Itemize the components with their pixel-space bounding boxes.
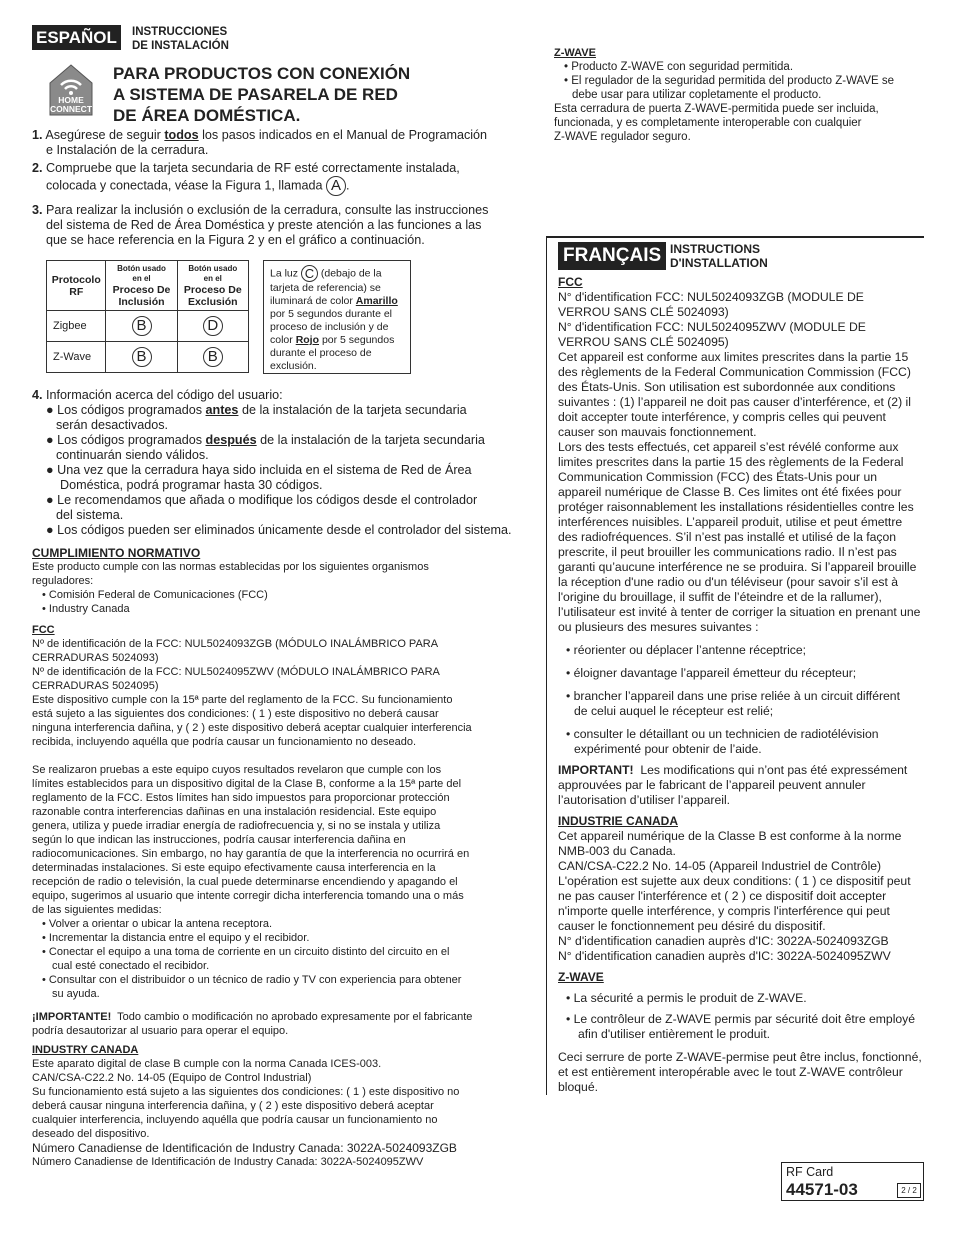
list-item: • Le contrôleur de Z-WAVE permis par sécurité doit être employé bbox=[566, 1012, 916, 1026]
section-heading: FCC bbox=[32, 624, 55, 636]
table-header-row bbox=[47, 261, 249, 311]
home-connect-logo bbox=[46, 61, 96, 117]
callout-a: A bbox=[326, 176, 346, 196]
list-item: • éloigner davantage l’appareil émetteur du récepteur; bbox=[566, 666, 857, 680]
list-item: • brancher l’appareil dans une prise reliée à un circuit différent bbox=[566, 689, 900, 703]
es-language-badge: ESPAÑOL bbox=[32, 25, 121, 50]
th-inclusion: Botón usado en el Proceso De Inclusión bbox=[106, 261, 177, 311]
callout-b: B bbox=[203, 347, 223, 367]
fr-install-label: INSTRUCTIONS D'INSTALLATION bbox=[670, 242, 768, 270]
list-item: ● Los códigos programados después de la instalación de la tarjeta secundaria bbox=[46, 433, 485, 447]
fr-header bbox=[558, 242, 666, 270]
led-note-box: La luz C (debajo de la tarjeta de referencia) se iluminará de color Amarillo por 5 segundos durante el proceso de inclusión y de color Rojo por 5 segundos durante el proceso de exclusión. bbox=[263, 260, 411, 374]
footer-part-box bbox=[781, 1162, 924, 1201]
callout-d: D bbox=[203, 316, 223, 336]
list-item: • consulter le détaillant ou un technicien de radiotélévision bbox=[566, 727, 879, 741]
callout-b: B bbox=[132, 316, 152, 336]
section-heading: Z-WAVE bbox=[554, 47, 596, 59]
es-header bbox=[32, 25, 121, 51]
es-compliance-section: CUMPLIMIENTO NORMATIVO Este producto cumple con las normas establecidas por los siguientes organismos reguladores: • Comisión Federal de Comunicaciones (FCC) • Industry Canada bbox=[32, 546, 512, 616]
fr-language-badge: FRANÇAIS bbox=[558, 242, 666, 270]
fr-left-rule bbox=[546, 237, 547, 1095]
page-number: 2 / 2 bbox=[897, 1183, 921, 1198]
table-row: Zigbee B D bbox=[47, 311, 249, 342]
section-heading: Z-WAVE bbox=[558, 970, 604, 984]
logo-text-home: HOME bbox=[58, 95, 84, 105]
list-item: ● Le recomendamos que añada o modifique los códigos desde el controlador bbox=[46, 493, 478, 507]
rf-card-label: RF Card bbox=[786, 1165, 834, 1179]
es-zwave-section: Z-WAVE • Producto Z-WAVE con seguridad permitida. • El regulador de la seguridad permitida del producto Z-WAVE se debe usar para utilizar copletamente el producto. Esta cerradura de puerta Z-WAVE-permitida puede ser incluida, funcionada, y es completamente interoperable con cualquier Z-WAVE regulador seguro. bbox=[554, 46, 934, 144]
es-step-2: 2. Compruebe que la tarjeta secundaria de RF esté correctamente instalada, colocada y conectada, véase la Figura 1, llamada A . bbox=[32, 161, 460, 194]
list-item: • réorienter ou déplacer l’antenne réceptrice; bbox=[566, 643, 807, 657]
es-step-3: 3. Para realizar la inclusión o exclusión de la cerradura, consulte las instrucciones del sistema de Red de Área Doméstica y preste atención a las funciones a las que se hace referencia en la Figura 2 y en el gráfico a continuación. bbox=[32, 203, 489, 247]
section-heading: INDUSTRIE CANADA bbox=[558, 814, 678, 828]
logo-text-connect: CONNECT bbox=[49, 104, 93, 114]
section-heading: CUMPLIMIENTO NORMATIVO bbox=[32, 546, 201, 560]
callout-b: B bbox=[132, 347, 152, 367]
list-item: ● Los códigos programados antes de la instalación de la tarjeta secundaria bbox=[46, 403, 467, 417]
section-heading: INDUSTRY CANADA bbox=[32, 1044, 139, 1056]
callout-c: C bbox=[301, 265, 318, 282]
es-fcc-section: FCC Nº de identificación de la FCC: NUL5024093ZGB (MÓDULO INALÁMBRICO PARA CERRADURAS 5024093) Nº de identificación de la FCC: NUL5024095ZWV (MÓDULO INALÁMBRICO PARA CERRADURAS 5024095) Este dispositivo cumple con la 15ª parte del reglamento de la FCC. Su funcionamiento está sujeto a las siguientes dos condiciones: ( 1 ) este dispositivo no deberá causar ninguna interferencia dañina, y ( 2 ) este dispositivo deberá aceptar cualquier interferencia recibida, incluyendo aquélla que podría causar un funcionamiento no deseado. Se realizaron pruebas a este equipo cuyos resultados revelaron que cumple con los límites establecidos para un dispositivo digital de la Clase B, conforme a la 15ª parte del reglamento de la FCC. Estos límites han sido impuestos para proporcionar protección razonable contra interferencias dañinas en una instalación residencial. Este equipo genera, utiliza y puede irradiar energía de radiofrecuencia y, si no se instala y utiliza según lo que indican las instrucciones, podría causar interferencia dañina en radiocomunicaciones. Sin embargo, no hay garantía de que la interferencia no ocurrirá en determinadas instalaciones. Si este equipo efectivamente causa interferencia en la recepción de radio o televisión, la cual puede determinarse encendiendo y apagando el equipo, sugerimos al usuario que intente corregir dicha interferencia tomando una o más de las siguientes medidas: • Volver a orientar o ubicar la antena receptora. • Incrementar la distancia entre el equipo y el recibidor. • Conectar el equipo a una toma de corriente en un circuito distinto del circuito en el cual esté conectado el recibidor. • Consultar con el distribuidor o un técnico de radio y TV con experiencia para obtener su ayuda. ¡IMPORTANTE! Todo cambio o modificación no aprobado expresamente por el fabricante podría desautorizar al usuario para operar el equipo. INDUSTRY CANADA Este aparato digital de clase B cumple con la norma Canada ICES-003. CAN/CSA-C22.2 No. 14-05 (Equipo de Control Industrial) Su funcionamiento está sujeto a las siguientes dos condiciones: ( 1 ) este dispositivo no deberá causar ninguna interferencia dañina, y ( 2 ) este dispositivo deberá aceptar cualquier interferencia, incluyendo aquélla que podría causar un funcionamiento no deseado del dispositivo. Número Canadiense de Identificación de Industry Canada: 3022A-5024093ZGB Número Canadiense de Identificación de Industry Canada: 3022A-5024095ZWV bbox=[32, 623, 512, 1169]
es-step-4: 4. Información acerca del código del usuario: ● Los códigos programados antes de la instalación de la tarjeta secundaria serán desactivados. ● Los códigos programados después de la instalación de la tarjeta secundaria continuarán siendo válidos. ● Una vez que la cerradura haya sido incluida en el sistema de Red de Área Doméstica, podrá programar hasta 30 códigos. ● Le recomendamos que añada o modifique los códigos desde el controlador del sistema. ● Los códigos pueden ser eliminados únicamente desde el controlador del sistema. bbox=[32, 388, 512, 537]
list-item: ● Una vez que la cerradura haya sido incluida en el sistema de Red de Área bbox=[46, 463, 472, 477]
rf-protocol-table bbox=[46, 260, 249, 373]
section-heading: FCC bbox=[558, 275, 583, 289]
list-item: • La sécurité a permis le produit de Z-WAVE. bbox=[566, 991, 807, 1005]
table-row: Z-Wave B B bbox=[47, 342, 249, 373]
th-protocol: Protocolo RF bbox=[47, 261, 106, 311]
es-page-title: PARA PRODUCTOS CON CONEXIÓN A SISTEMA DE PASARELA DE RED DE ÁREA DOMÉSTICA. bbox=[113, 64, 411, 125]
fr-divider bbox=[546, 236, 924, 238]
part-number: 44571-03 bbox=[786, 1180, 858, 1199]
list-item: ● Los códigos pueden ser eliminados únicamente desde el controlador del sistema. bbox=[46, 523, 512, 537]
es-step-1: 1. Asegúrese de seguir todos los pasos indicados en el Manual de Programación e Instalación de la cerradura. bbox=[32, 128, 488, 157]
es-install-label: INSTRUCCIONES DE INSTALACIÓN bbox=[132, 26, 229, 52]
th-exclusion: Botón usado en el Proceso De Exclusión bbox=[177, 261, 248, 311]
fr-fcc-section: FCC N° d'identification FCC: NUL5024093ZGB (MODULE DE VERROU SANS CLÉ 5024093) N° d'identification FCC: NUL5024095ZWV (MODULE DE VERROU SANS CLÉ 5024095) Cet appareil est conforme aux limites prescrites dans la partie 15 des règlements de la Federal Communication Commission (FCC) des États-Unis. Son utilisation est subordonnée aux conditions suivantes : (1) l’appareil ne doit pas causer d’interférence, et (2) il doit accepter toute interférence, y compris celles qui peuvent causer son mauvais fonctionnement. Lors des tests effectués, cet appareil s’est révélé conforme aux limites prescrites dans la partie 15 des règlements de la Federal Communication Commission (FCC) des États-Unis pour un appareil numérique de Classe B. Ces limites ont été fixées pour protéger raisonnablement les installations résidentielles contre les interférences nuisibles. L’appareil produit, utilise et peut émettre des radiofréquences. S’il n’est pas installé et utilisé de la façon prescrite, il peut brouiller les communications radio. Il n’est pas garanti qu’aucune interférence ne se produira. Si l’appareil brouille la réception d'une radio ou d'un téléviseur (pour savoir s’il est à l'origine du brouillage, il suffit de l’éteindre et de la rallumer), l’utilisateur est invité à tenter de corriger la situation en prenant une ou plusieurs des mesures suivantes : • réorienter ou déplacer l’antenne réceptrice; • éloigner davantage l’appareil émetteur du récepteur; • brancher l’appareil dans une prise reliée à un circuit différent de celui auquel le récepteur est relié; • consulter le détaillant ou un technicien de radiotélévision expérimenté pour obtenir de l’aide. IMPORTANT! Les modifications qui n’ont pas été expressément approuvées par le fabricant de l’appareil peuvent annuler l’autorisation d’utiliser l’appareil. INDUSTRIE CANADA Cet appareil numérique de la Classe B est conforme à la norme NMB-003 du Canada. CAN/CSA-C22.2 No. 14-05 (Appareil Industriel de Contrôle) L'opération est sujette aux deux conditions: ( 1 ) ce dispositif peut ne pas causer l'interférence et ( 2 ) ce dispositif doit accepter n'importe quelle interférence, y compris l'interférence qui peut causer le fonctionnement peu désiré du dispositif. N° d'identification canadien auprès d'IC: 3022A-5024093ZGB N° d'identification canadien auprès d'IC: 3022A-5024095ZWV Z-WAVE • La sécurité a permis le produit de Z-WAVE. • Le contrôleur de Z-WAVE permis par sécurité doit être employé afin d'utiliser entièrement le produit. Ceci serrure de porte Z-WAVE-permise peut être inclus, fonctionné, et est entièrement interopérable avec le tout Z-WAVE contrôleur bloqué. bbox=[558, 275, 934, 1095]
